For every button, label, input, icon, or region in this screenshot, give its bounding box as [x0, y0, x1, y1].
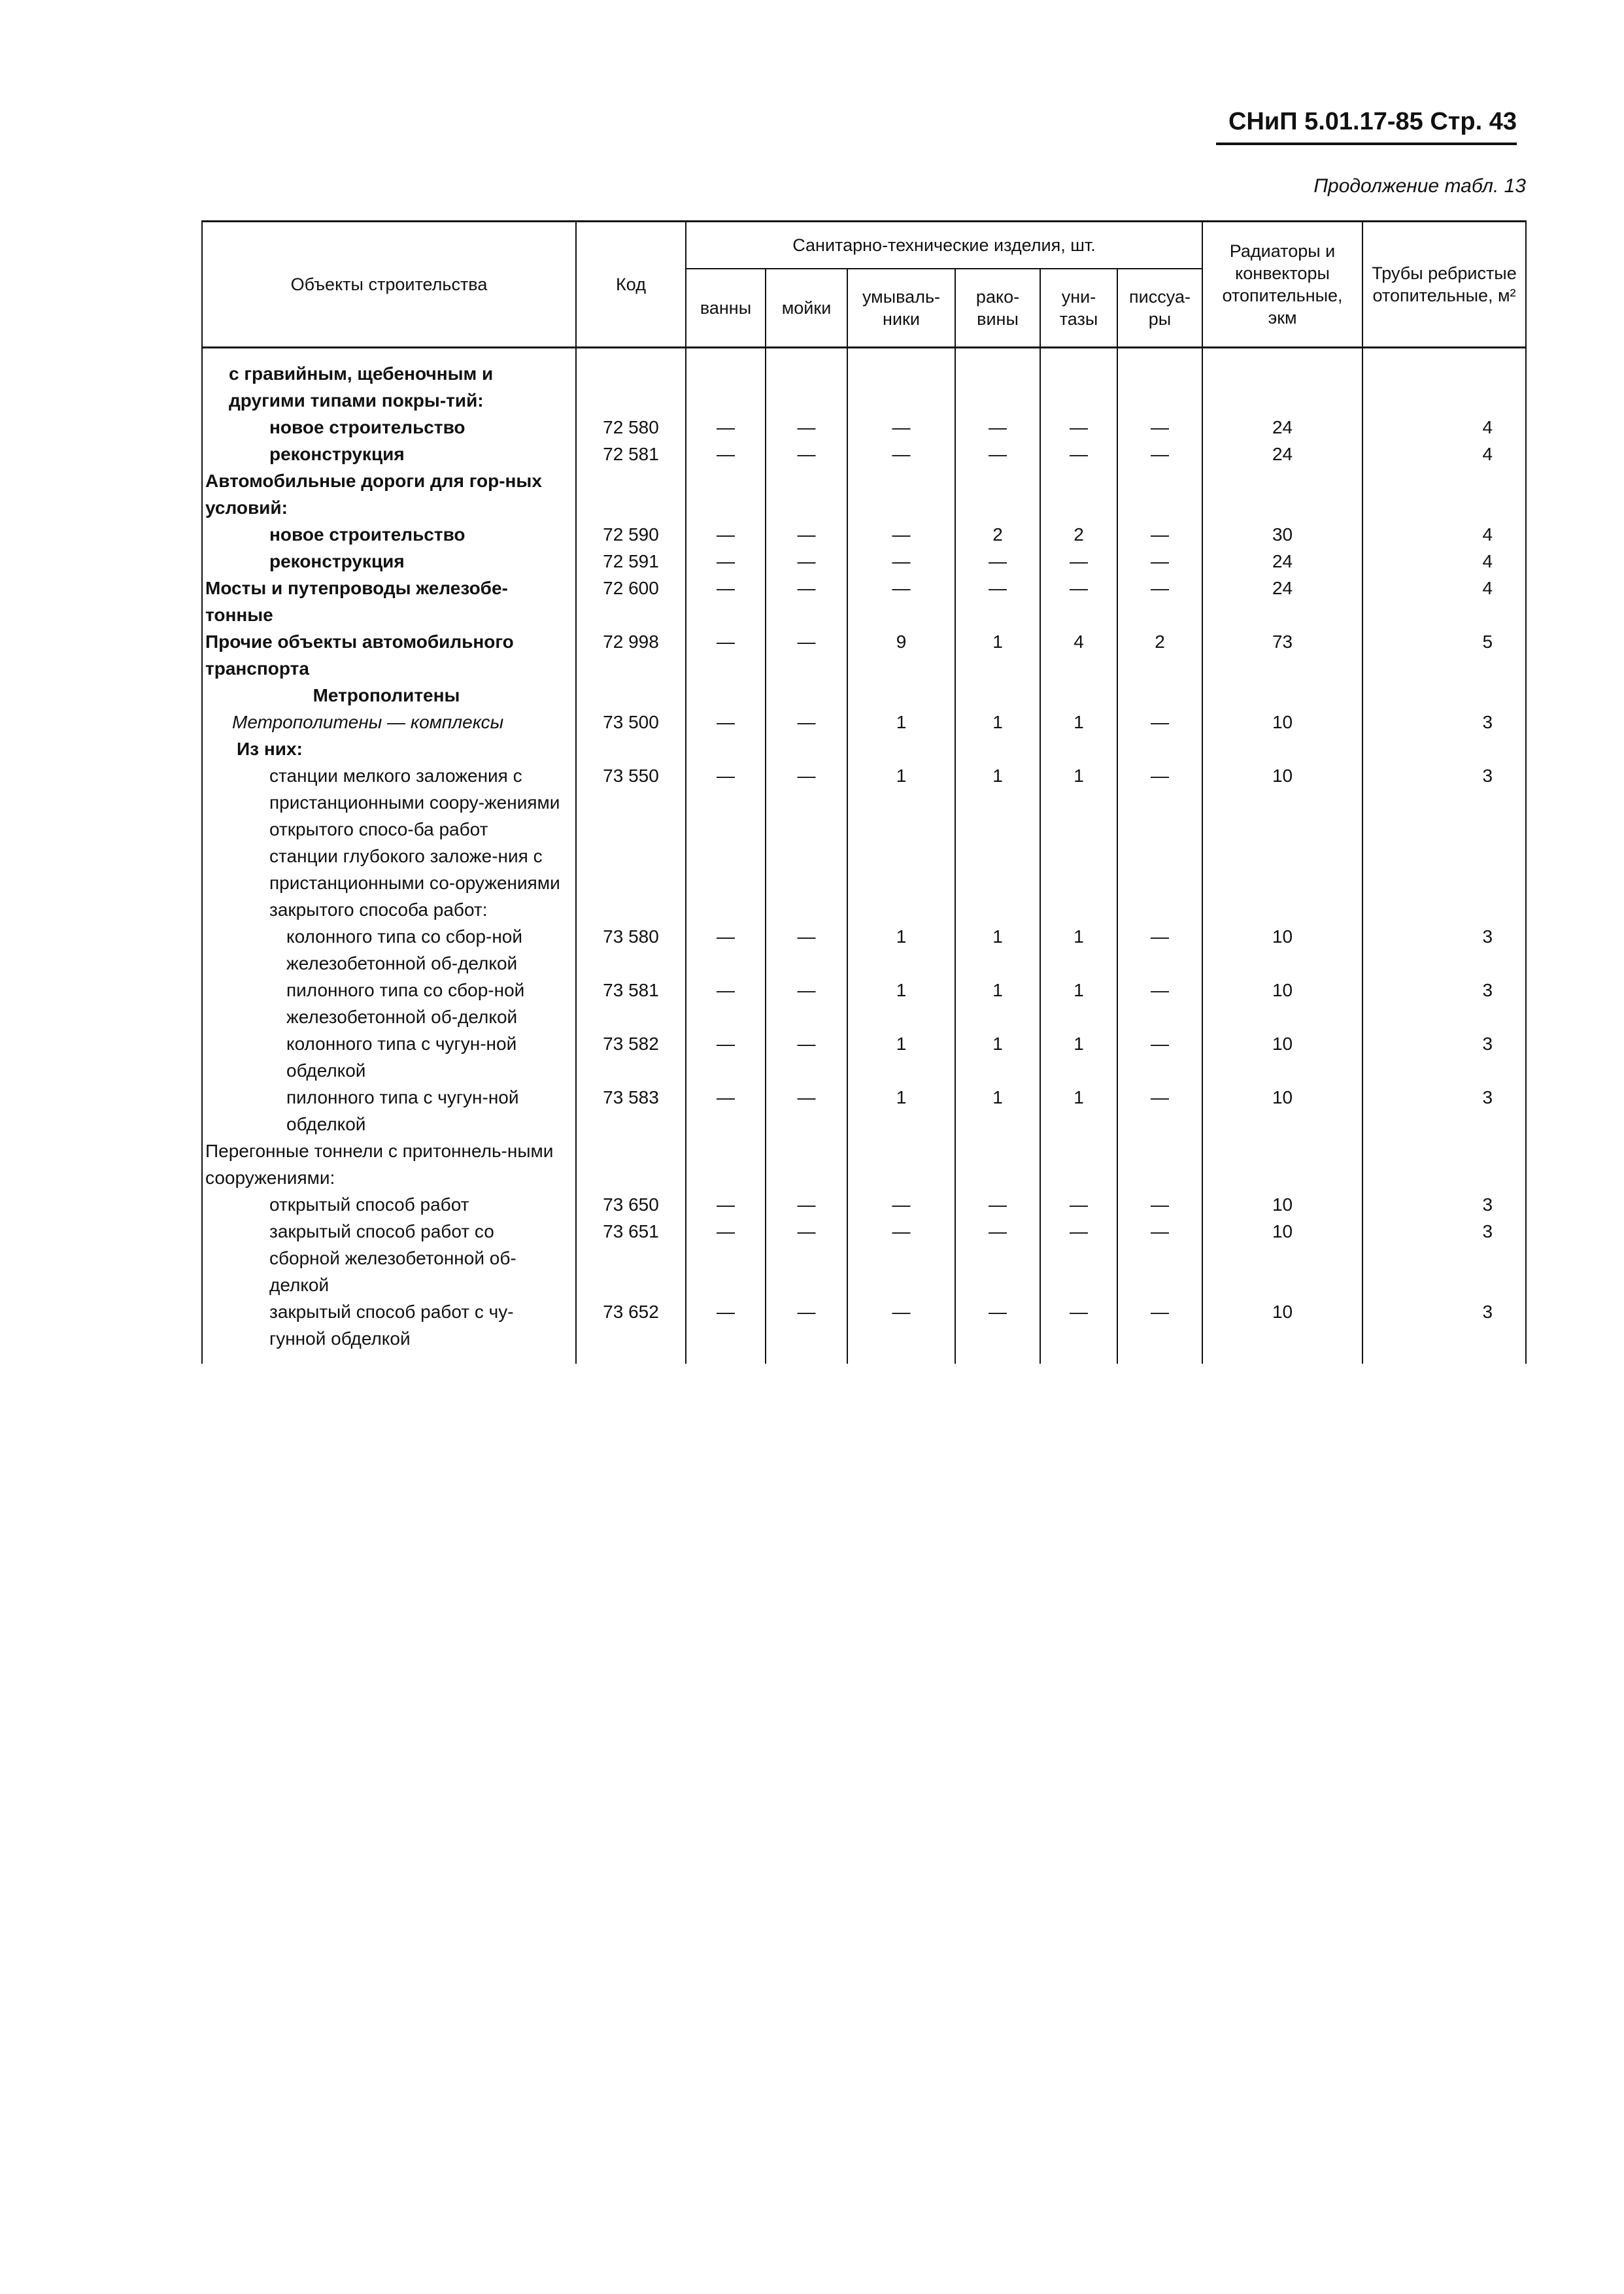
- cell-pissuary: —: [1117, 709, 1202, 735]
- table-row: [202, 735, 1526, 762]
- cell-radiators: 10: [1202, 1298, 1362, 1364]
- cell-object: новое строительство: [202, 414, 576, 441]
- table-row: [202, 521, 1526, 548]
- table-row: [202, 348, 1526, 414]
- cell-pipes: [1362, 467, 1526, 521]
- cell-pipes: [1362, 348, 1526, 414]
- table-continuation-label: Продолжение табл. 13: [1313, 175, 1526, 197]
- header-radiators: Радиаторы и конвекторы отопительные, экм: [1202, 222, 1362, 348]
- header-pipes: Трубы ребристые отопительные, м²: [1362, 222, 1526, 348]
- cell-umyvalniki: 9: [847, 628, 955, 682]
- cell-pissuary: [1117, 843, 1202, 923]
- cell-pissuary: [1117, 467, 1202, 521]
- cell-pissuary: —: [1117, 1030, 1202, 1084]
- cell-umyvalniki: [847, 682, 955, 709]
- cell-unitazy: 1: [1040, 923, 1117, 977]
- cell-vanny: [686, 348, 766, 414]
- cell-unitazy: [1040, 348, 1117, 414]
- cell-pipes: 3: [1362, 1084, 1526, 1138]
- cell-object: Метрополитены: [202, 682, 576, 709]
- cell-vanny: —: [686, 1191, 766, 1218]
- cell-radiators: 10: [1202, 1084, 1362, 1138]
- header-sanitary-group: Санитарно-технические изделия, шт.: [686, 222, 1202, 269]
- cell-radiators: 10: [1202, 709, 1362, 735]
- cell-object: новое строительство: [202, 521, 576, 548]
- cell-code: 73 651: [576, 1218, 686, 1298]
- cell-pipes: [1362, 1138, 1526, 1191]
- cell-radiators: 30: [1202, 521, 1362, 548]
- cell-umyvalniki: 1: [847, 923, 955, 977]
- cell-code: [576, 348, 686, 414]
- page-header: СНиП 5.01.17-85 Стр. 43: [1228, 108, 1517, 135]
- cell-rakoviny: —: [955, 414, 1040, 441]
- table-row: [202, 1084, 1526, 1138]
- cell-unitazy: —: [1040, 441, 1117, 467]
- cell-pipes: 3: [1362, 709, 1526, 735]
- header-umyvalniki: умываль-ники: [847, 269, 955, 348]
- cell-moyki: —: [766, 575, 847, 628]
- table-row: [202, 414, 1526, 441]
- cell-rakoviny: [955, 843, 1040, 923]
- cell-vanny: —: [686, 1084, 766, 1138]
- cell-pissuary: —: [1117, 548, 1202, 575]
- cell-vanny: [686, 843, 766, 923]
- cell-radiators: 10: [1202, 1191, 1362, 1218]
- cell-rakoviny: [955, 467, 1040, 521]
- cell-code: [576, 682, 686, 709]
- cell-umyvalniki: 1: [847, 977, 955, 1030]
- cell-pissuary: —: [1117, 923, 1202, 977]
- table-row: [202, 575, 1526, 628]
- cell-object: Автомобильные дороги для гор-ных условий:: [202, 467, 576, 521]
- cell-moyki: —: [766, 521, 847, 548]
- cell-code: 73 650: [576, 1191, 686, 1218]
- table-row: [202, 923, 1526, 977]
- cell-umyvalniki: [847, 467, 955, 521]
- cell-radiators: [1202, 348, 1362, 414]
- cell-radiators: 73: [1202, 628, 1362, 682]
- cell-unitazy: 1: [1040, 762, 1117, 843]
- cell-pipes: 5: [1362, 628, 1526, 682]
- cell-object: станции глубокого заложе-ния с пристанционными со-оружениями закрытого способа работ:: [202, 843, 576, 923]
- cell-moyki: —: [766, 628, 847, 682]
- cell-code: 73 580: [576, 923, 686, 977]
- cell-unitazy: 1: [1040, 709, 1117, 735]
- cell-pipes: 3: [1362, 1298, 1526, 1364]
- cell-pissuary: —: [1117, 575, 1202, 628]
- cell-radiators: 24: [1202, 548, 1362, 575]
- cell-radiators: [1202, 735, 1362, 762]
- cell-moyki: —: [766, 709, 847, 735]
- cell-rakoviny: 1: [955, 762, 1040, 843]
- cell-unitazy: [1040, 735, 1117, 762]
- cell-moyki: —: [766, 1218, 847, 1298]
- cell-code: 73 500: [576, 709, 686, 735]
- cell-moyki: [766, 735, 847, 762]
- cell-vanny: —: [686, 441, 766, 467]
- cell-moyki: [766, 843, 847, 923]
- table-row: [202, 1218, 1526, 1298]
- cell-code: 73 582: [576, 1030, 686, 1084]
- header-unitazy: уни-тазы: [1040, 269, 1117, 348]
- cell-vanny: —: [686, 521, 766, 548]
- cell-radiators: [1202, 843, 1362, 923]
- cell-umyvalniki: —: [847, 521, 955, 548]
- cell-unitazy: —: [1040, 414, 1117, 441]
- cell-umyvalniki: 1: [847, 709, 955, 735]
- cell-code: 72 590: [576, 521, 686, 548]
- cell-unitazy: [1040, 1138, 1117, 1191]
- cell-moyki: —: [766, 762, 847, 843]
- cell-umyvalniki: 1: [847, 1084, 955, 1138]
- table-row: [202, 1298, 1526, 1364]
- cell-pissuary: —: [1117, 1218, 1202, 1298]
- table-row: [202, 977, 1526, 1030]
- cell-radiators: 10: [1202, 1218, 1362, 1298]
- cell-rakoviny: 1: [955, 1030, 1040, 1084]
- cell-rakoviny: [955, 348, 1040, 414]
- header-vanny: ванны: [686, 269, 766, 348]
- cell-umyvalniki: —: [847, 441, 955, 467]
- cell-unitazy: —: [1040, 575, 1117, 628]
- cell-object: пилонного типа с чугун-ной обделкой: [202, 1084, 576, 1138]
- cell-vanny: —: [686, 1298, 766, 1364]
- cell-umyvalniki: 1: [847, 762, 955, 843]
- cell-object: реконструкция: [202, 441, 576, 467]
- table-body: [202, 348, 1526, 1364]
- cell-pipes: [1362, 735, 1526, 762]
- data-table: [201, 220, 1527, 1364]
- cell-rakoviny: 1: [955, 923, 1040, 977]
- cell-vanny: —: [686, 709, 766, 735]
- cell-radiators: 10: [1202, 762, 1362, 843]
- cell-object: Прочие объекты автомобильного транспорта: [202, 628, 576, 682]
- cell-pipes: 4: [1362, 575, 1526, 628]
- cell-unitazy: 4: [1040, 628, 1117, 682]
- cell-unitazy: [1040, 467, 1117, 521]
- cell-pissuary: [1117, 348, 1202, 414]
- cell-moyki: —: [766, 1191, 847, 1218]
- cell-unitazy: 2: [1040, 521, 1117, 548]
- cell-pipes: [1362, 843, 1526, 923]
- cell-moyki: —: [766, 1298, 847, 1364]
- cell-umyvalniki: [847, 348, 955, 414]
- cell-rakoviny: 1: [955, 628, 1040, 682]
- table-row: [202, 628, 1526, 682]
- cell-moyki: [766, 682, 847, 709]
- cell-rakoviny: 1: [955, 709, 1040, 735]
- cell-rakoviny: [955, 682, 1040, 709]
- cell-pipes: 3: [1362, 977, 1526, 1030]
- cell-object: закрытый способ работ со сборной железобетонной об-делкой: [202, 1218, 576, 1298]
- table-row: [202, 441, 1526, 467]
- cell-pipes: 3: [1362, 1030, 1526, 1084]
- cell-unitazy: 1: [1040, 1084, 1117, 1138]
- cell-radiators: 10: [1202, 977, 1362, 1030]
- table-row: [202, 548, 1526, 575]
- cell-rakoviny: 1: [955, 1084, 1040, 1138]
- cell-radiators: [1202, 467, 1362, 521]
- cell-vanny: —: [686, 923, 766, 977]
- cell-pipes: 4: [1362, 548, 1526, 575]
- cell-rakoviny: [955, 735, 1040, 762]
- cell-pissuary: —: [1117, 414, 1202, 441]
- header-rakoviny: рако-вины: [955, 269, 1040, 348]
- cell-rakoviny: —: [955, 1218, 1040, 1298]
- cell-vanny: [686, 682, 766, 709]
- cell-pissuary: 2: [1117, 628, 1202, 682]
- cell-vanny: [686, 735, 766, 762]
- cell-vanny: —: [686, 1218, 766, 1298]
- cell-vanny: —: [686, 628, 766, 682]
- cell-unitazy: 1: [1040, 977, 1117, 1030]
- table-row: [202, 843, 1526, 923]
- cell-object: колонного типа со сбор-ной железобетонной об-делкой: [202, 923, 576, 977]
- table-row: [202, 1138, 1526, 1191]
- cell-moyki: —: [766, 977, 847, 1030]
- cell-object: Из них:: [202, 735, 576, 762]
- cell-object: закрытый способ работ с чу-гунной обделкой: [202, 1298, 576, 1364]
- header-pissuary: писсуа-ры: [1117, 269, 1202, 348]
- cell-object: с гравийным, щебеночным и другими типами покры-тий:: [202, 348, 576, 414]
- cell-unitazy: —: [1040, 1218, 1117, 1298]
- cell-umyvalniki: —: [847, 414, 955, 441]
- cell-pipes: 3: [1362, 923, 1526, 977]
- cell-vanny: —: [686, 548, 766, 575]
- cell-object: колонного типа с чугун-ной обделкой: [202, 1030, 576, 1084]
- cell-moyki: [766, 348, 847, 414]
- cell-object: Перегонные тоннели с притоннель-ными сооружениями:: [202, 1138, 576, 1191]
- cell-code: 73 550: [576, 762, 686, 843]
- cell-pissuary: —: [1117, 521, 1202, 548]
- cell-rakoviny: [955, 1138, 1040, 1191]
- table-row: [202, 682, 1526, 709]
- table-row: [202, 467, 1526, 521]
- cell-code: 73 581: [576, 977, 686, 1030]
- cell-radiators: 24: [1202, 575, 1362, 628]
- cell-pissuary: —: [1117, 441, 1202, 467]
- cell-umyvalniki: —: [847, 1218, 955, 1298]
- cell-umyvalniki: [847, 735, 955, 762]
- cell-pipes: 4: [1362, 441, 1526, 467]
- cell-pissuary: —: [1117, 1084, 1202, 1138]
- cell-moyki: —: [766, 923, 847, 977]
- cell-moyki: —: [766, 548, 847, 575]
- cell-object: реконструкция: [202, 548, 576, 575]
- cell-code: 72 998: [576, 628, 686, 682]
- table-row: [202, 709, 1526, 735]
- cell-umyvalniki: —: [847, 548, 955, 575]
- header-rule: [1216, 143, 1517, 145]
- cell-unitazy: —: [1040, 548, 1117, 575]
- cell-unitazy: —: [1040, 1298, 1117, 1364]
- cell-radiators: 24: [1202, 414, 1362, 441]
- cell-pissuary: —: [1117, 977, 1202, 1030]
- cell-vanny: —: [686, 414, 766, 441]
- cell-moyki: —: [766, 1084, 847, 1138]
- cell-code: 72 580: [576, 414, 686, 441]
- table-row: [202, 762, 1526, 843]
- cell-pipes: 3: [1362, 1191, 1526, 1218]
- cell-moyki: [766, 467, 847, 521]
- cell-object: Мосты и путепроводы железобе-тонные: [202, 575, 576, 628]
- cell-moyki: —: [766, 441, 847, 467]
- cell-object: пилонного типа со сбор-ной железобетонной об-делкой: [202, 977, 576, 1030]
- cell-unitazy: —: [1040, 1191, 1117, 1218]
- cell-pissuary: —: [1117, 762, 1202, 843]
- header-objects: Объекты строительства: [202, 222, 576, 348]
- cell-rakoviny: 1: [955, 977, 1040, 1030]
- cell-vanny: —: [686, 575, 766, 628]
- cell-moyki: —: [766, 414, 847, 441]
- cell-pipes: 3: [1362, 1218, 1526, 1298]
- cell-vanny: —: [686, 762, 766, 843]
- cell-vanny: [686, 467, 766, 521]
- table-row: [202, 1030, 1526, 1084]
- cell-rakoviny: —: [955, 441, 1040, 467]
- cell-rakoviny: —: [955, 1191, 1040, 1218]
- cell-pissuary: [1117, 735, 1202, 762]
- cell-code: [576, 843, 686, 923]
- cell-moyki: [766, 1138, 847, 1191]
- cell-unitazy: 1: [1040, 1030, 1117, 1084]
- cell-umyvalniki: 1: [847, 1030, 955, 1084]
- cell-rakoviny: —: [955, 575, 1040, 628]
- cell-rakoviny: —: [955, 548, 1040, 575]
- cell-vanny: —: [686, 1030, 766, 1084]
- cell-pissuary: [1117, 1138, 1202, 1191]
- cell-code: 72 581: [576, 441, 686, 467]
- header-moyki: мойки: [766, 269, 847, 348]
- cell-code: [576, 1138, 686, 1191]
- cell-rakoviny: 2: [955, 521, 1040, 548]
- table-row: [202, 1191, 1526, 1218]
- cell-radiators: 24: [1202, 441, 1362, 467]
- cell-unitazy: [1040, 682, 1117, 709]
- cell-umyvalniki: [847, 1138, 955, 1191]
- cell-umyvalniki: [847, 843, 955, 923]
- cell-moyki: —: [766, 1030, 847, 1084]
- cell-umyvalniki: —: [847, 575, 955, 628]
- cell-code: 73 583: [576, 1084, 686, 1138]
- cell-pipes: 4: [1362, 521, 1526, 548]
- cell-object: станции мелкого заложения с пристанционными соору-жениями открытого спосо-ба работ: [202, 762, 576, 843]
- cell-unitazy: [1040, 843, 1117, 923]
- cell-object: открытый способ работ: [202, 1191, 576, 1218]
- cell-code: [576, 467, 686, 521]
- cell-code: 72 591: [576, 548, 686, 575]
- cell-umyvalniki: —: [847, 1298, 955, 1364]
- cell-code: [576, 735, 686, 762]
- cell-pipes: [1362, 682, 1526, 709]
- cell-radiators: [1202, 682, 1362, 709]
- cell-pipes: 3: [1362, 762, 1526, 843]
- cell-code: 73 652: [576, 1298, 686, 1364]
- cell-vanny: —: [686, 977, 766, 1030]
- cell-radiators: 10: [1202, 1030, 1362, 1084]
- cell-radiators: 10: [1202, 923, 1362, 977]
- cell-vanny: [686, 1138, 766, 1191]
- cell-pissuary: —: [1117, 1298, 1202, 1364]
- cell-pissuary: —: [1117, 1191, 1202, 1218]
- cell-pipes: 4: [1362, 414, 1526, 441]
- cell-radiators: [1202, 1138, 1362, 1191]
- cell-object: Метрополитены — комплексы: [202, 709, 576, 735]
- header-code: Код: [576, 222, 686, 348]
- cell-umyvalniki: —: [847, 1191, 955, 1218]
- cell-code: 72 600: [576, 575, 686, 628]
- cell-rakoviny: —: [955, 1298, 1040, 1364]
- cell-pissuary: [1117, 682, 1202, 709]
